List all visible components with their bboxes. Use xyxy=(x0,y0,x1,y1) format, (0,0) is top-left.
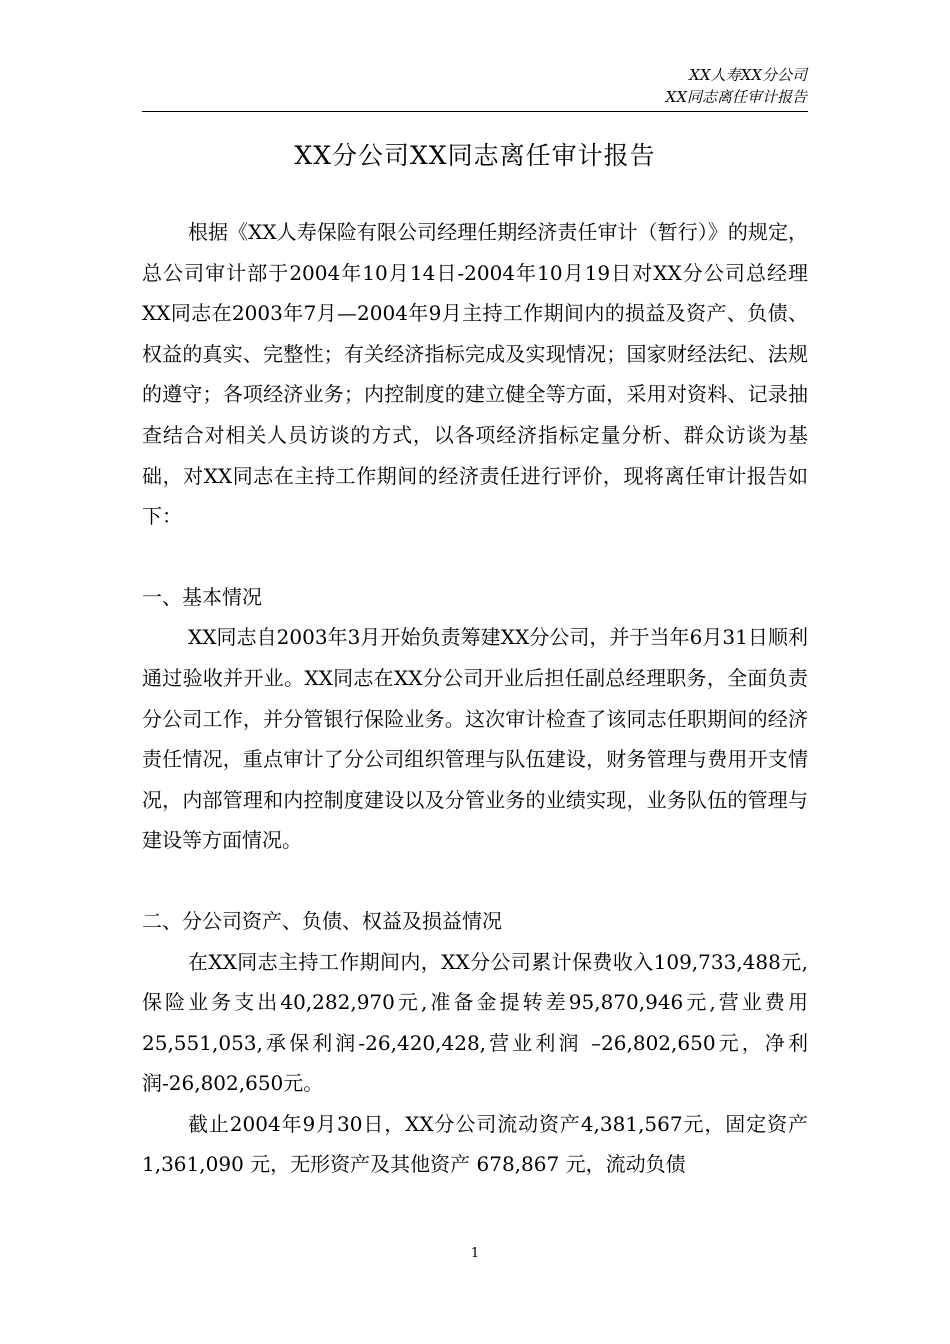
page-number: 1 xyxy=(470,1246,480,1261)
financials-paragraph-income: 在XX同志主持工作期间内，XX分公司累计保费收入109,733,488元,保险业务支出40,282,970元,准备金提转差95,870,946元,营业费用25,551,053,承保利润-26,420,428,营业利润 –26,802,650元，净利润-26,802,650元。 xyxy=(142,949,808,1096)
header-divider xyxy=(142,111,808,112)
financials-paragraph-assets: 截止2004年9月30日，XX分公司流动资产4,381,567元，固定资产 1,361,090 元，无形资产及其他资产 678,867 元，流动负债 xyxy=(142,1111,808,1177)
intro-paragraph: 根据《XX人寿保险有限公司经理任期经济责任审计（暂行）》的规定，总公司审计部于2004年10月14日-2004年10月19日对XX分公司总经理XX同志在2003年7月—2004年9月主持工作期间内的损益及资产、负债、权益的真实、完整性；有关经济指标完成及实现情况；国家财经法纪、法规的遵守；各项经济业务；内控制度的建立健全等方面，采用对资料、记录抽查结合对相关人员访谈的方式，以各项经济指标定量分析、群众访谈为基础，对XX同志在主持工作期间的经济责任进行评价，现将离任审计报告如下： xyxy=(142,220,808,529)
section-heading-basic-info: 一、基本情况 xyxy=(142,584,262,609)
header-company: XX人寿XX分公司 xyxy=(689,66,807,84)
document-title: XX分公司XX同志离任审计报告 xyxy=(294,141,656,170)
section-heading-financials: 二、分公司资产、负债、权益及损益情况 xyxy=(142,908,502,933)
basic-info-paragraph: XX同志自2003年3月开始负责筹建XX分公司，并于当年6月31日顺利通过验收并开业。XX同志在XX分公司开业后担任副总经理职务，全面负责分公司工作，并分管银行保险业务。这次审计检查了该同志任职期间的经济责任情况，重点审计了分公司组织管理与队伍建设，财务管理与费用开支情况，内部管理和内控制度建设以及分管业务的业绩实现，业务队伍的管理与建设等方面情况。 xyxy=(142,625,808,853)
document-body xyxy=(142,212,808,1185)
header-report-name: XX同志离任审计报告 xyxy=(665,88,807,106)
running-header xyxy=(666,64,807,108)
